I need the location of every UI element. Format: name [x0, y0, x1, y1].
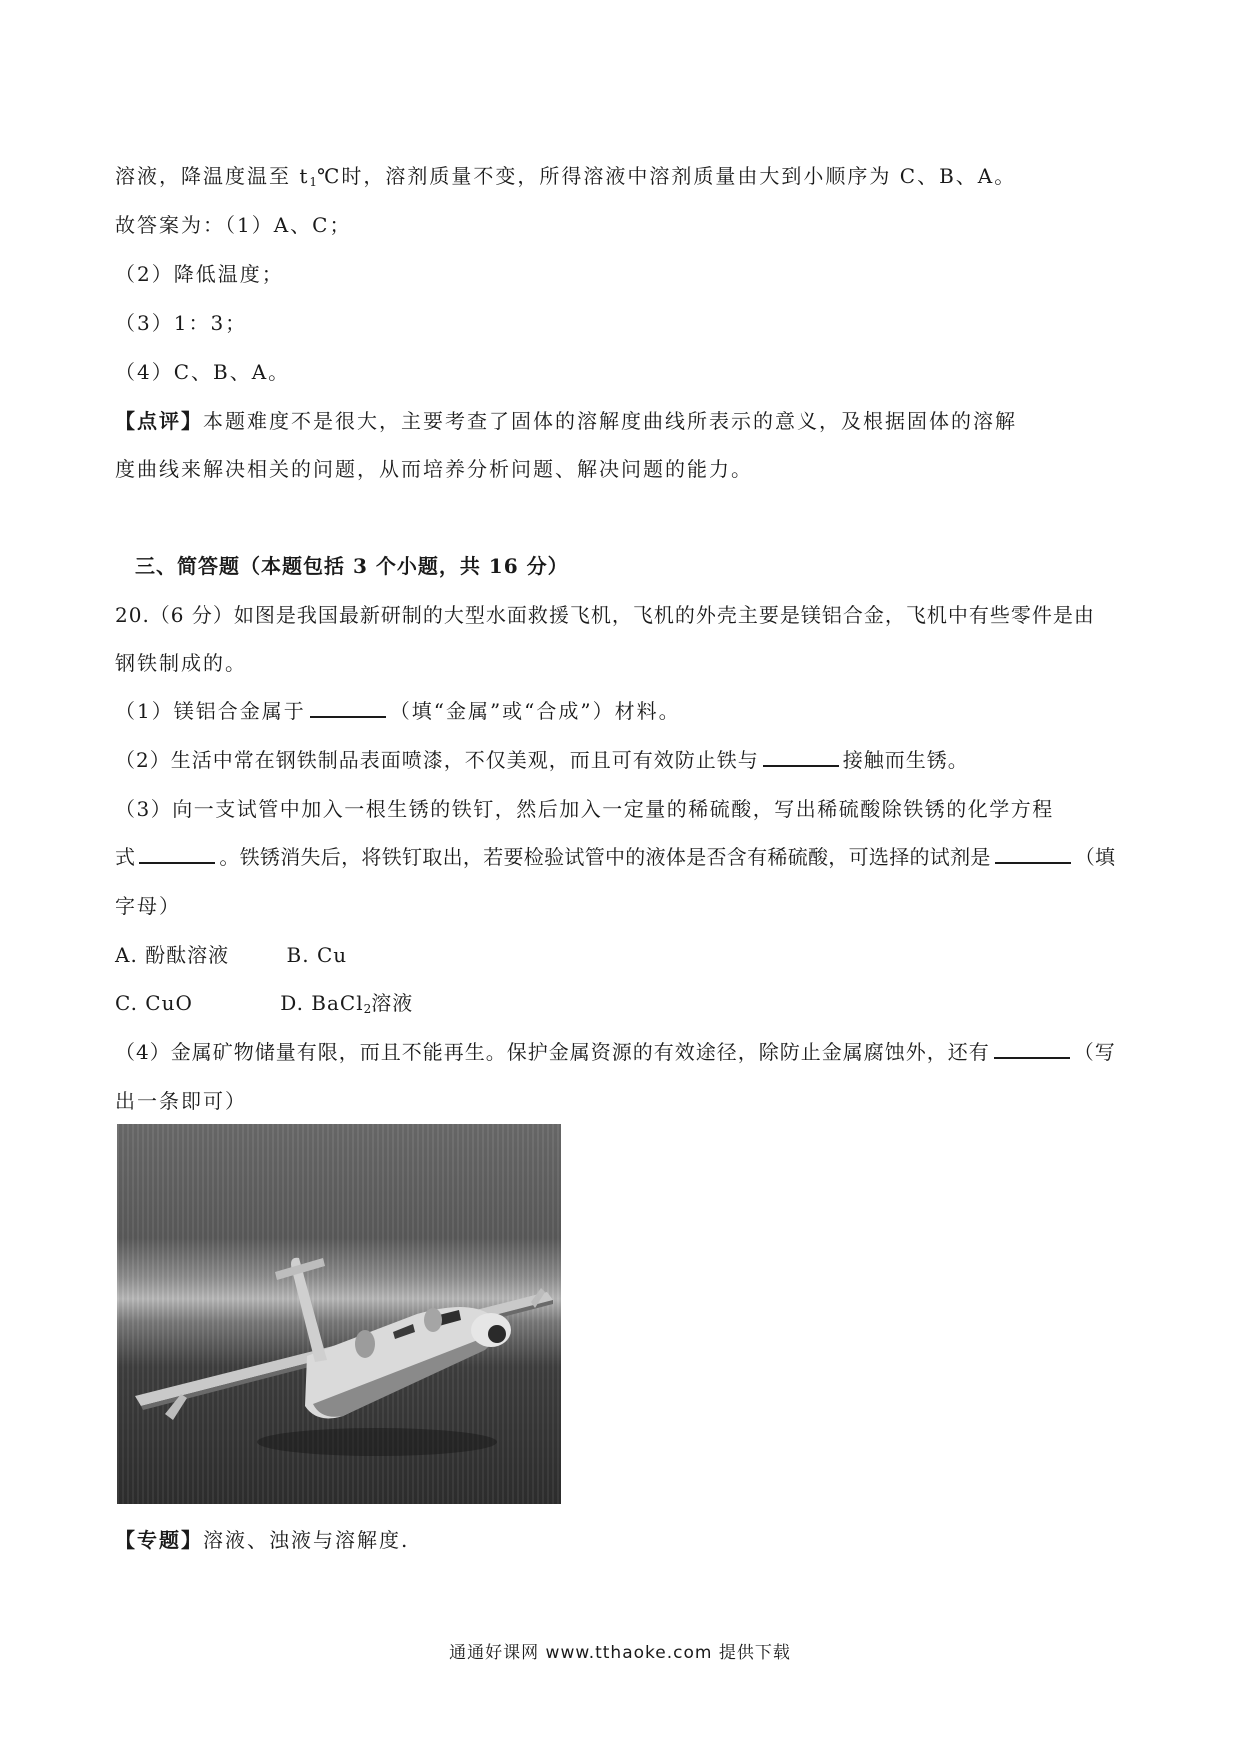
review-line-2: 度曲线来解决相关的问题，从而培养分析问题、解决问题的能力。 [115, 457, 753, 481]
section-title: 三、简答题（本题包括 3 个小题，共 16 分） [135, 554, 569, 578]
part-3-text-c: 。铁锈消失后，将铁钉取出，若要检验试管中的液体是否含有稀硫酸，可选择的试剂是 [219, 845, 991, 869]
answer-blank-5[interactable] [994, 1039, 1070, 1059]
option-a: A. 酚酞溶液 [115, 943, 230, 967]
footer-watermark: 通通好课网 www.tthaoke.com 提供下载 [449, 1643, 791, 1663]
part-1-tail: （填“金属”或“合成”）材料。 [389, 699, 681, 723]
part-1-text: （1）镁铝合金属于 [115, 699, 306, 723]
answer-line-3: （2）降低温度； [115, 262, 284, 286]
answer-line-4: （3）1：3； [115, 311, 248, 335]
options-row-1 [115, 942, 347, 968]
question-part-1 [115, 698, 681, 724]
part-4-text: （4）金属矿物储量有限，而且不能再生。保护金属资源的有效途径，除防止金属腐蚀外，还有 [115, 1040, 990, 1064]
option-b: B. Cu [286, 943, 348, 967]
airplane-icon [117, 1124, 561, 1504]
question-stem-1: 20.（6 分）如图是我国最新研制的大型水面救援飞机，飞机的外壳主要是镁铝合金，飞机中有些零件是由 [115, 603, 1095, 627]
answer-blank-1[interactable] [310, 698, 386, 718]
question-part-4-line-2: 出一条即可） [115, 1089, 247, 1113]
answer-line-1-tail: ℃时，溶剂质量不变，所得溶液中溶剂质量由大到小顺序为 C、B、A。 [317, 164, 1017, 188]
question-part-3-line-2 [115, 844, 1115, 870]
option-d-text: D. BaCl [280, 991, 364, 1015]
question-part-2 [115, 747, 969, 773]
option-d-tail: 溶液 [371, 991, 414, 1015]
question-part-3-line-3: 字母） [115, 894, 181, 918]
answer-line-1-text: 溶液，降温度温至 t [115, 164, 310, 188]
topic-text: 溶液、浊液与溶解度. [203, 1528, 410, 1552]
question-stem-2: 钢铁制成的。 [115, 651, 247, 675]
review-line-1 [115, 408, 1017, 434]
review-tag: 【点评】 [115, 409, 203, 433]
question-part-3-line-1: （3）向一支试管中加入一根生锈的铁钉，然后加入一定量的稀硫酸，写出稀硫酸除铁锈的化学方程 [115, 797, 1054, 821]
answer-blank-2[interactable] [763, 747, 839, 767]
option-c: C. CuO [115, 991, 193, 1015]
subscript: 1 [309, 175, 318, 189]
part-2-tail: 接触而生锈。 [842, 748, 969, 772]
options-row-2 [115, 990, 413, 1022]
answer-line-5: （4）C、B、A。 [115, 360, 291, 384]
answer-blank-3[interactable] [139, 844, 215, 864]
topic-tag: 【专题】 [115, 1528, 203, 1552]
part-4-tail: （写 [1073, 1040, 1116, 1064]
part-3-text-b: 式 [115, 845, 136, 869]
answer-line-2: 故答案为：（1）A、C； [115, 213, 352, 237]
answer-blank-4[interactable] [995, 844, 1071, 864]
review-text: 本题难度不是很大，主要考查了固体的溶解度曲线所表示的意义，及根据固体的溶解 [203, 409, 1017, 433]
topic-line [115, 1527, 409, 1553]
part-3-text-d: （填 [1074, 845, 1116, 869]
rescue-airplane-photo [117, 1124, 561, 1504]
answer-line-1 [115, 163, 1016, 195]
subscript: 2 [363, 1002, 372, 1016]
option-d [280, 991, 413, 1015]
part-2-text: （2）生活中常在钢铁制品表面喷漆，不仅美观，而且可有效防止铁与 [115, 748, 759, 772]
question-part-4-line-1 [115, 1039, 1116, 1065]
